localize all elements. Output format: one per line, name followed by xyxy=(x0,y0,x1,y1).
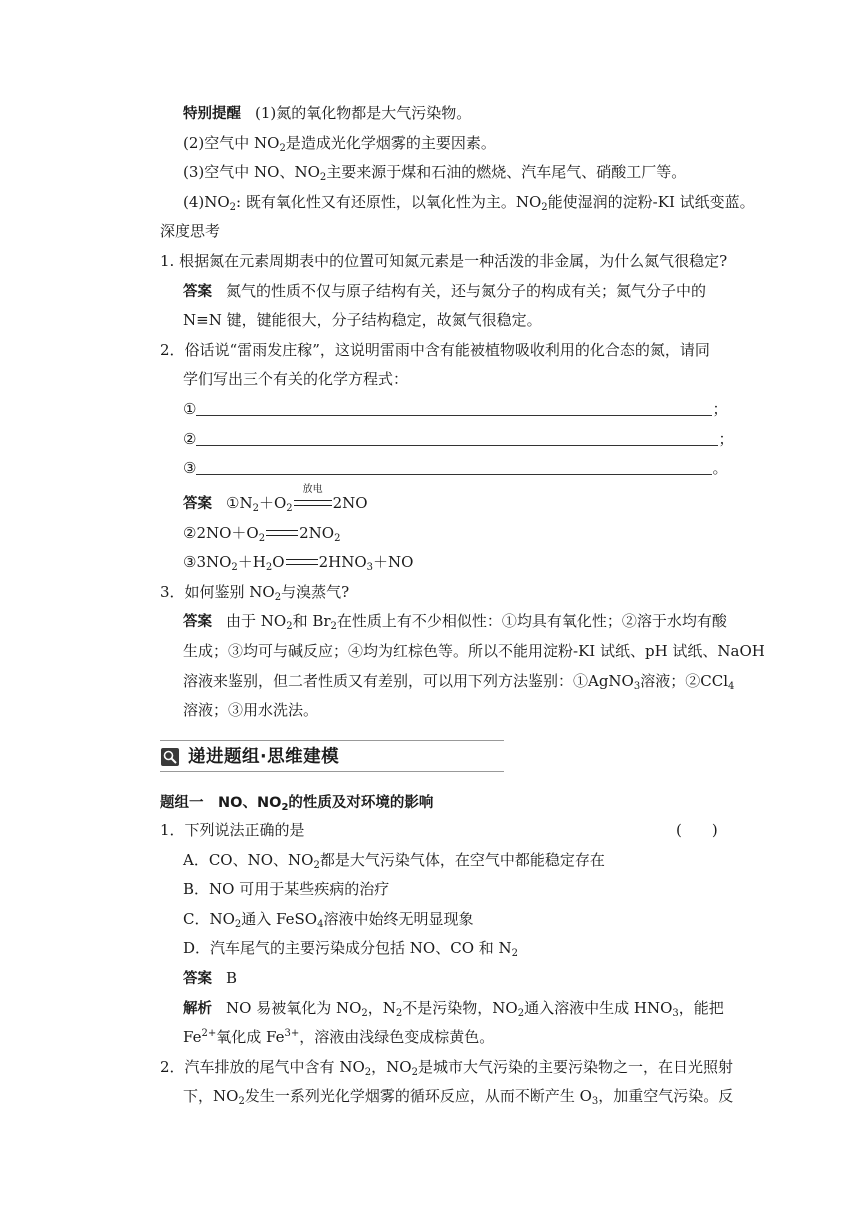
answer-label: 答案 xyxy=(183,614,212,630)
equals-sign xyxy=(266,524,298,538)
section-bottom-rule xyxy=(160,771,504,772)
question-3: 3．如何鉴别 $NO_2$与溴蒸气? xyxy=(160,583,350,603)
explanation-line-1: 解析 NO 易被氧化为 $NO_2$，$N_2$不是污染物，$NO_2$通入溶液中生成 $HNO_3$，能把 xyxy=(183,999,724,1019)
answer-blank-3 xyxy=(196,460,712,475)
section-title: 递进题组·思维建模 xyxy=(188,747,340,767)
explanation-line-2: $Fe^{2+}$氧化成 $Fe^{3+}$，溶液由浅绿色变成棕黄色。 xyxy=(183,1028,495,1046)
deep-thinking-heading: 深度思考 xyxy=(160,222,221,240)
section-top-rule xyxy=(160,740,504,741)
answer-label: 答案 xyxy=(183,971,212,987)
question-2-line-1: 2．俗话说“雷雨发庄稼”，这说明雷雨中含有能被植物吸收利用的化合态的氮，请同 xyxy=(160,341,710,359)
option-a: A．CO、NO、$NO_2$都是大气污染气体，在空气中都能稳定存在 xyxy=(183,851,605,871)
answer-3-line-1: 答案 由于 $NO_2$和 $Br_2$在性质上有不少相似性：①均具有氧化性；②溶于水均有酸 xyxy=(183,612,727,632)
answer-3-line-4: 溶液；③用水洗法。 xyxy=(183,701,319,719)
problem-2-line-2: 下，$NO_2$发生一系列光化学烟雾的循环反应，从而不断产生 $O_3$，加重空气污染。反 xyxy=(183,1087,734,1107)
answer-3-line-3: 溶液来鉴别，但二者性质又有差别，可以用下列方法鉴别：①AgNO$_3$溶液；②CCl$_4$ xyxy=(183,672,735,692)
problem-2-line-1: 2．汽车排放的尾气中含有 $NO_2$，$NO_2$是城市大气污染的主要污染物之一，在日光照射 xyxy=(160,1058,733,1078)
blank-line-2: ② ； xyxy=(183,430,734,448)
answer-1-line-1: 答案 氮气的性质不仅与原子结构有关，还与氮分子的构成有关；氮气分子中的 xyxy=(183,282,707,300)
answer-label: 答案 xyxy=(183,284,212,300)
tip-label: 特别提醒 xyxy=(183,106,241,122)
question-2-line-2: 学们写出三个有关的化学方程式： xyxy=(183,370,409,388)
equation-3: $③3NO_2+H_2O$ $2HNO_3+NO$ xyxy=(183,553,414,573)
tip-line-1 xyxy=(183,103,471,124)
group-heading: 题组一 NO、$NO_2$的性质及对环境的影响 xyxy=(160,795,434,813)
equals-sign xyxy=(286,553,318,567)
answer-3-line-2: 生成；③均可与碱反应；④均为红棕色等。所以不能用淀粉-KI 试纸、pH 试纸、NaOH xyxy=(183,642,765,660)
equation-2: $②2NO+O_2$ $2NO_2$ xyxy=(183,524,341,544)
answer-blank-1 xyxy=(196,401,712,416)
magnifier-icon xyxy=(161,748,179,766)
answer-blank-2 xyxy=(196,431,718,446)
equation-1: 答案 $①N_2+O_2$ 放电 2NO xyxy=(183,484,368,514)
blank-line-1: ① ； xyxy=(183,400,728,418)
blank-line-3: ③ 。 xyxy=(183,459,728,477)
problem-1-stem: 1．下列说法正确的是 xyxy=(160,821,305,839)
tip-line-2: (2)空气中 $NO_2$是造成光化学烟雾的主要因素。 xyxy=(183,134,496,154)
answer-label: 答案 xyxy=(183,496,212,512)
answer-bracket: ( ) xyxy=(676,821,718,839)
tip-line-3: (3)空气中 NO、$NO_2$主要来源于煤和石油的燃烧、汽车尾气、硝酸工厂等。 xyxy=(183,163,687,183)
option-c: C．$NO_2$通入 FeSO$_4$溶液中始终无明显现象 xyxy=(183,910,474,930)
reaction-arrow: 放电 xyxy=(294,494,332,508)
option-d: D．汽车尾气的主要污染成分包括 NO、CO 和 $N_2$ xyxy=(183,939,519,959)
option-b: B．NO 可用于某些疾病的治疗 xyxy=(183,880,390,898)
explanation-label: 解析 xyxy=(183,1001,212,1017)
answer-1-line-2: N≡N 键，键能很大，分子结构稳定，故氮气很稳定。 xyxy=(183,311,542,329)
question-1: 1. 根据氮在元素周期表中的位置可知氮元素是一种活泼的非金属，为什么氮气很稳定? xyxy=(160,252,728,270)
problem-1-answer: 答案 B xyxy=(183,969,238,987)
tip-line-4: $(4)NO_2$: 既有氧化性又有还原性，以氧化性为主。$NO_2$能使湿润的淀粉-KI 试纸变蓝。 xyxy=(183,193,755,213)
tip-1-text: (1)氮的氧化物都是大气污染物。 xyxy=(255,104,472,122)
